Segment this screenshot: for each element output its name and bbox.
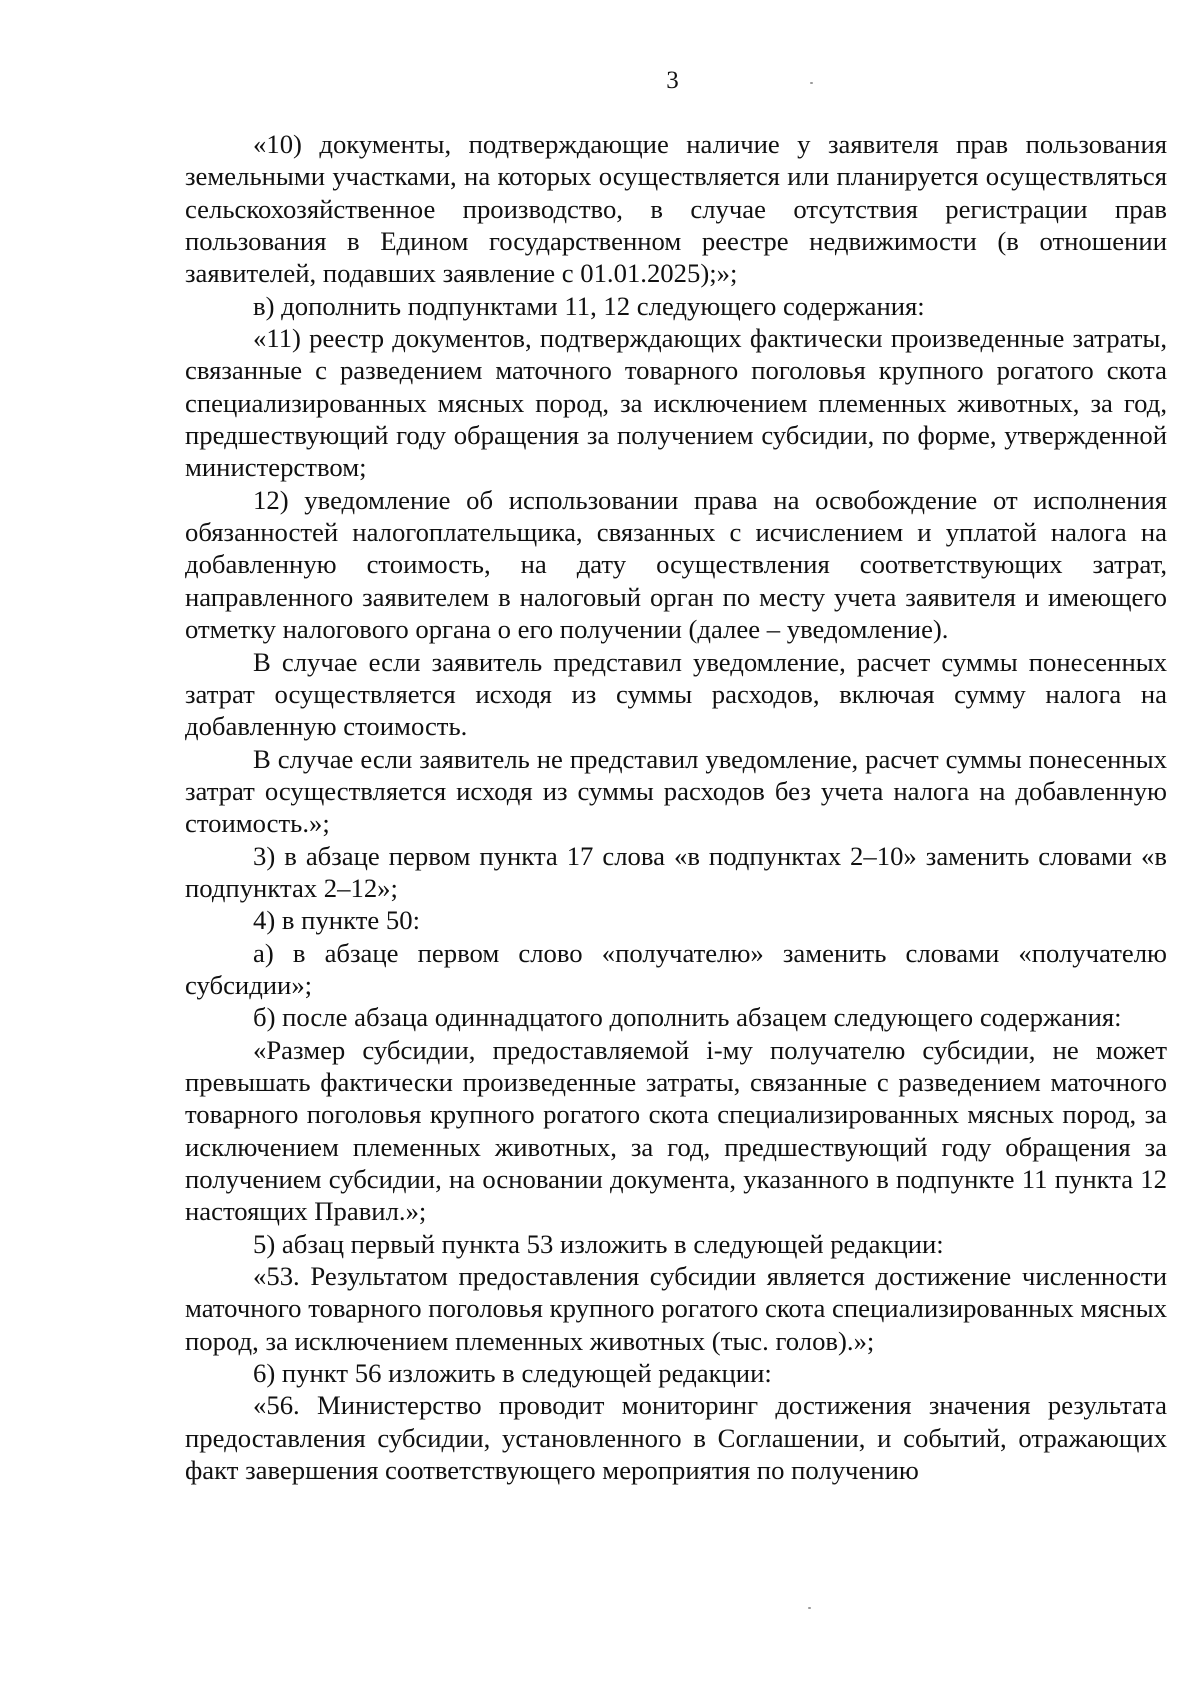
paragraph-item-11: «11) реестр документов, подтверждающих фактически произведенные затраты, связанные с разведением маточного товарного поголовья крупного рогатого скота специализированных мясных пород, за исключением племенных животных, за год, предшествующий году обращения за получением субсидии, по форме, утвержденной министерством; [185, 323, 1167, 483]
paragraph-subsidy-size: «Размер субсидии, предоставляемой i-му получателю субсидии, не может превышать фактически произведенные затраты, связанные с разведением маточного товарного поголовья крупного рогатого скота специализированных мясных пород, за исключением племенных животных, за год, предшествующий году обращения за получением субсидии, на основании документа, указанного в подпункте 11 пункта 12 настоящих Правил.»; [185, 1034, 1167, 1227]
scan-speck [810, 82, 813, 84]
paragraph-notification-presented: В случае если заявитель представил уведомление, расчет суммы понесенных затрат осуществляется исходя из суммы расходов, включая сумму налога на добавленную стоимость. [185, 646, 1167, 742]
paragraph-subclause-v: в) дополнить подпунктами 11, 12 следующего содержания: [253, 290, 925, 321]
scan-speck [808, 1607, 811, 1609]
paragraph-point-6: 6) пункт 56 изложить в следующей редакции: [253, 1358, 772, 1389]
paragraph-item-10: «10) документы, подтверждающие наличие у заявителя прав пользования земельными участками, на которых осуществляется или планируется осуществляться сельскохозяйственное производство, в случае отсутствия регистрации прав пользования в Едином государственном реестре недвижимости (в отношении заявителей, подавших заявление с 01.01.2025);»; [185, 129, 1167, 289]
paragraph-item-56: «56. Министерство проводит мониторинг достижения значения результата предоставления субсидии, установленного в Соглашении, и событий, отражающих факт завершения соответствующего мероприятия по получению [185, 1390, 1167, 1486]
paragraph-point-3: 3) в абзаце первом пункта 17 слова «в подпунктах 2–10» заменить словами «в подпунктах 2–12»; [185, 840, 1167, 903]
paragraph-item-53: «53. Результатом предоставления субсидии является достижение численности маточного товарного поголовья крупного рогатого скота специализированных мясных пород, за исключением племенных животных (тыс. голов).»; [185, 1261, 1167, 1356]
page-number: 3 [666, 67, 679, 94]
paragraph-subclause-a: а) в абзаце первом слово «получателю» заменить словами «получателю субсидии»; [185, 937, 1167, 1000]
document-body [185, 128, 1167, 1486]
paragraph-point-5: 5) абзац первый пункта 53 изложить в следующей редакции: [253, 1228, 944, 1259]
paragraph-item-12: 12) уведомление об использовании права на освобождение от исполнения обязанностей налогоплательщика, связанных с исчислением и уплатой налога на добавленную стоимость, на дату осуществления соответствующих затрат, направленного заявителем в налоговый орган по месту учета заявителя и имеющего отметку налогового органа о его получении (далее – уведомление). [185, 484, 1167, 645]
paragraph-point-4: 4) в пункте 50: [253, 905, 420, 936]
paragraph-notification-not-presented: В случае если заявитель не представил уведомление, расчет суммы понесенных затрат осуществляется исходя из суммы расходов без учета налога на добавленную стоимость.»; [185, 743, 1167, 839]
paragraph-subclause-b: б) после абзаца одиннадцатого дополнить абзацем следующего содержания: [253, 1002, 1122, 1033]
